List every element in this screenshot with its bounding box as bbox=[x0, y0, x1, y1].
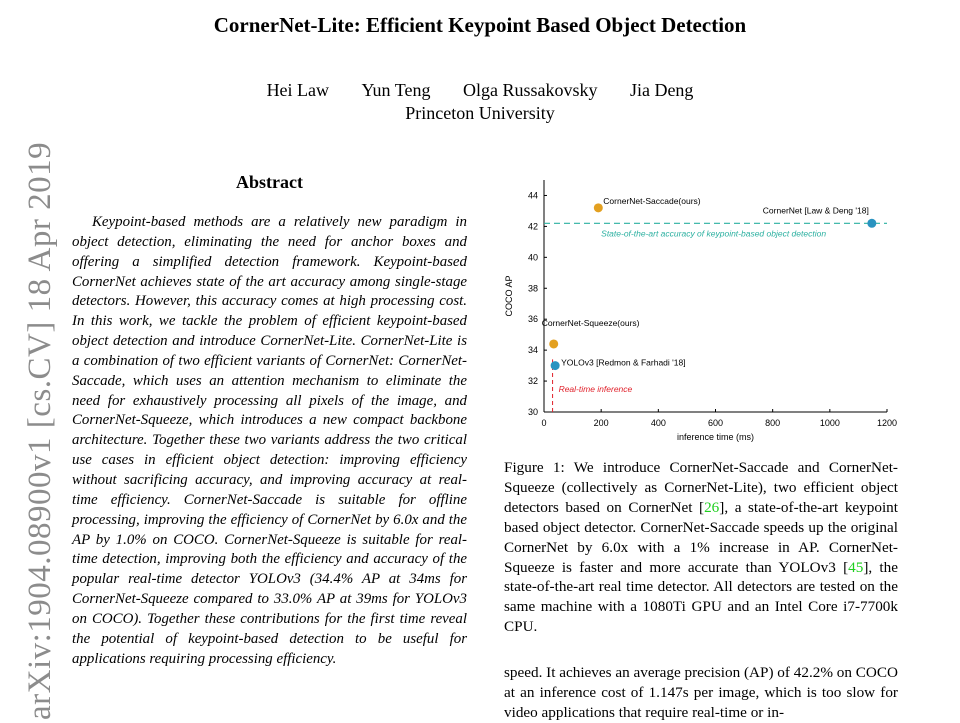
y-axis-label: COCO AP bbox=[504, 275, 514, 317]
data-point bbox=[549, 339, 558, 348]
data-point bbox=[594, 203, 603, 212]
affiliation: Princeton University bbox=[405, 103, 555, 123]
data-point-label: CornerNet [Law & Deng '18] bbox=[762, 205, 869, 216]
author: Hei Law bbox=[266, 80, 330, 100]
body-text: speed. It achieves an average precision (AP) of 42.2% on COCO at an inference cost of 1.147s per image, which is too slow for video applications that require real-time or in- bbox=[504, 664, 898, 721]
x-tick-label: 0 bbox=[541, 418, 547, 428]
x-axis-label: inference time (ms) bbox=[676, 432, 755, 442]
data-point bbox=[867, 219, 876, 228]
data-point-label: CornerNet-Squeeze(ours) bbox=[541, 317, 640, 328]
author: Jia Deng bbox=[629, 80, 694, 100]
abstract-heading: Abstract bbox=[236, 172, 303, 192]
caption-text: ], the state-of-the-art real time detector. All detectors are tested on the same machine with a 1080Ti GPU and an Intel Core i7-7700k CPU. bbox=[504, 558, 898, 636]
y-tick-label: 30 bbox=[527, 407, 538, 417]
y-tick-label: 42 bbox=[527, 221, 538, 232]
paper-title: CornerNet-Lite: Efficient Keypoint Based Object Detection bbox=[213, 13, 747, 37]
x-tick-label: 200 bbox=[593, 418, 609, 428]
y-tick-label: 34 bbox=[527, 345, 538, 356]
data-point bbox=[551, 361, 560, 370]
realtime-label: Real-time inference bbox=[558, 383, 633, 394]
y-tick-label: 40 bbox=[527, 252, 538, 263]
citation-link[interactable]: 26 bbox=[704, 498, 720, 516]
x-tick-label: 1200 bbox=[876, 418, 898, 428]
y-tick-label: 36 bbox=[527, 314, 538, 325]
sota-accuracy-label: State-of-the-art accuracy of keypoint-based object detection bbox=[601, 228, 827, 239]
citation-link[interactable]: 45 bbox=[848, 558, 864, 576]
data-point-label: YOLOv3 [Redmon & Farhadi '18] bbox=[561, 357, 686, 368]
arxiv-stamp: arXiv:1904.08900v1 [cs.CV] 18 Apr 2019 bbox=[22, 141, 58, 720]
figure-1-chart bbox=[497, 172, 907, 452]
x-tick-label: 800 bbox=[765, 418, 781, 428]
figure-caption bbox=[504, 458, 898, 637]
data-point-label: CornerNet-Saccade(ours) bbox=[603, 195, 701, 206]
caption-text: ], a state-of-the-art keypoint based object detector. CornerNet-Saccade speeds up the original CornerNet by 6.0x with a 1% increase in AP. CornerNet-Squeeze is faster and more accurate than YOLOv3 [ bbox=[504, 498, 898, 576]
x-tick-label: 400 bbox=[650, 418, 666, 428]
x-tick-label: 600 bbox=[707, 418, 724, 428]
caption-text: Figure 1: We introduce CornerNet-Saccade and CornerNet-Squeeze (collectively as CornerNet-Lite), two efficient object detectors based on CornerNet [ bbox=[504, 459, 898, 516]
abstract-text: Keypoint-based methods are a relatively new paradigm in object detection, eliminating the need for anchor boxes and offering a simplified detection framework. Keypoint-based CornerNet achieves state of the art accuracy among single-stage detectors. However, this accuracy comes at high processing cost. In this work, we tackle the problem of efficient keypoint-based object detection and introduce CornerNet-Lite. CornerNet-Lite is a combination of two efficient variants of CornerNet: CornerNet-Saccade, which uses an attention mechanism to eliminate the need for exhaustively processing all pixels of the image, and CornerNet-Squeeze, which introduces a new compact backbone architecture. Together these two variants address the two critical use cases in efficient object detection: improving efficiency without sacrificing accuracy, and improving accuracy at real-time efficiency. CornerNet-Saccade is suitable for offline processing, improving the efficiency of CornerNet by 6.0x and the AP by 1.0% on COCO. CornerNet-Squeeze is suitable for real-time detection, improving both the efficiency and accuracy of the popular real-time detector YOLOv3 (34.4% AP at 34ms for CornerNet-Squeeze compared to 33.0% AP at 39ms for YOLOv3 on COCO). Together these contributions for the first time reveal the potential of keypoint-based detection to be useful for applications requiring processing efficiency. bbox=[72, 214, 467, 667]
author: Olga Russakovsky bbox=[462, 80, 598, 100]
y-tick-label: 32 bbox=[527, 376, 538, 387]
x-tick-label: 1000 bbox=[819, 418, 840, 428]
author-list bbox=[0, 80, 960, 101]
y-tick-label: 44 bbox=[527, 190, 538, 201]
y-tick-label: 38 bbox=[527, 283, 538, 294]
author: Yun Teng bbox=[361, 80, 431, 100]
